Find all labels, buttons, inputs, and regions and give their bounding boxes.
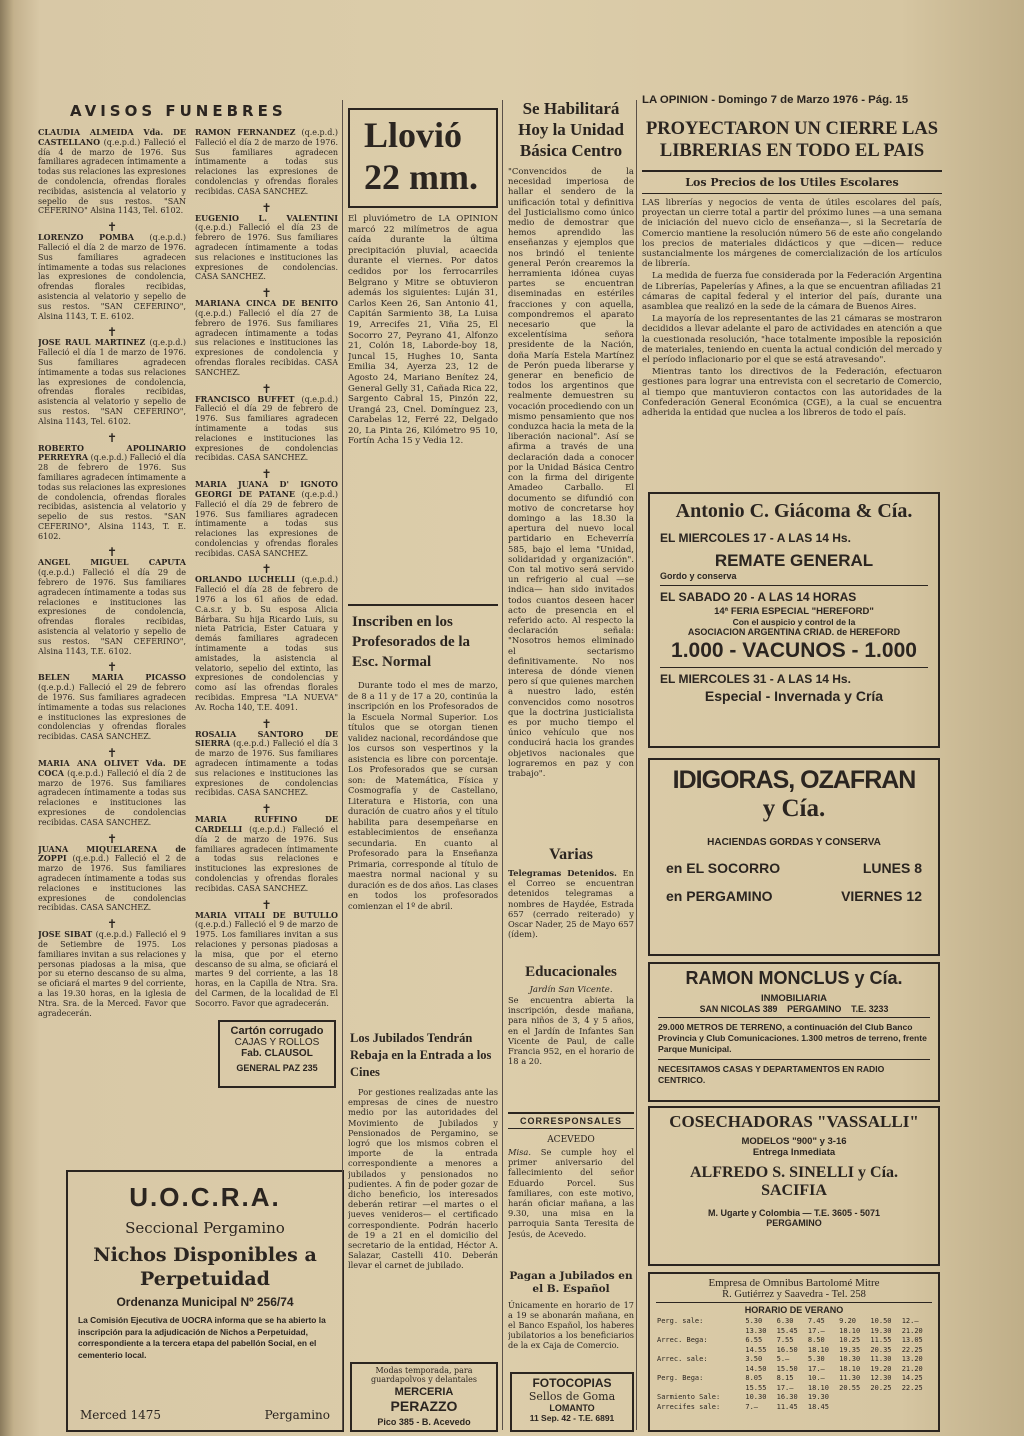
obituary-notice — [195, 287, 338, 377]
schedule-time: 11.55 — [870, 1336, 892, 1344]
schedule-route-label: Sarmiento Sale: — [657, 1393, 721, 1401]
unidad-headline: Se Habilitará Hoy la Unidad Básica Centro — [518, 99, 624, 160]
varias-headline: Varias — [549, 846, 593, 863]
varias-article — [508, 846, 634, 956]
schedule-route-label — [656, 1365, 744, 1375]
inscriben-body: Durante todo el mes de marzo, de 8 a 11 y de 17 a 20, continúa la inscripción en los Profesorados de la Escuela Normal Superior. Los títulos que se otorgan tienen validez nacional, recordándose que los cursos son vespertinos y la asistencia es libre con porcentaje. Los Profesorados que se cursan son: de Matemática, Física y Cosmografía y de Castellano, Literatura e Historia, con una duración de cuatro años y el título habilita para desempeñarse en establecimientos de enseñanza secundaria. En cuanto al Profesorado para la Enseñanza Primaria, corresponde al título de maestra normal nacional y su duración es de dos años. Las clases en todos los profesorados comienzan el 1º de abril. — [348, 680, 498, 911]
obituary-text: (q.e.p.d.) Falleció el día 3 de marzo de 1976. Sus familiares agradecen íntimamente a todas sus relaciones e instituciones las expresiones de condolencias recibidas. CASA SANCHEZ. — [195, 739, 338, 798]
obituary-notice — [38, 546, 186, 656]
obituary-notice — [38, 326, 186, 426]
obituary-text: (q.e.p.d.) Falleció el día 23 de febrero de 1976. Sus familiares agradecen íntimamente a todas sus relaciones e instituciones las expresiones de condolencias. CASA SANCHEZ. — [195, 223, 338, 282]
vassalli-dealer2: SACIFIA — [761, 1182, 827, 1199]
vassalli-models: MODELOS "900" y 3-16 — [741, 1136, 847, 1147]
banco-espanol-article — [508, 1270, 634, 1368]
cross-icon: ✝ — [106, 545, 118, 560]
schedule-row — [656, 1317, 932, 1327]
cross-icon: ✝ — [106, 917, 118, 932]
fotocopias-line3: LOMANTO — [549, 1403, 595, 1413]
cross-icon: ✝ — [106, 220, 118, 235]
banco-headline: Pagan a Jubilados en el B. Español — [509, 1270, 633, 1295]
column-divider — [502, 100, 503, 1430]
schedule-time: 15.55 — [745, 1383, 767, 1392]
obituary-notice — [38, 221, 186, 321]
vassalli-city: PERGAMINO — [766, 1218, 822, 1228]
schedule-route-label: Perg. sale: — [657, 1317, 704, 1325]
unidad-body: "Convencidos de la necesidad imperiosa de hallar el sendero de la unificación total y definitiva del Justicialismo como único medio de demostrar que hemos aprendido las enseñanzas y ejemplos que nos brindó el teniente general Perón crearemos la herramienta idónea cuyas partes se encuentran diseminadas en estériles fracciones y con aquella, compondremos el aparato necesario que la excelentísima señora presidente de la Nación, doña María Estela Martínez de Perón pueda liberarse y generar en beneficio de todos los argentinos que realmente demuestren su vocación procediendo con un mismo pensamiento que nos conduzca hacia la meta de la liberación nacional". Así se afirma a través de una declaración dada a conocer por la Unidad Básica Centro con la firma del dirigente Amadeo Carballo. El documento se difundió con motivo de concretarse hoy domingo a las 18.30 la apertura del nuevo local partidario en Echeverría 585, bajo el lema "Unidad, solidaridad y organización". Con tal motivo será servido un refrigerio al cual —se indica— han sido invitados todos cuantos deseen hacer acto de presencia en el referido acto. Al respecto la declaración señala: "Nosotros hemos eliminado el sectarismo definitivamente. No nos interesa de dónde vienen pero sí que quienes marchen a nuestro lado, estén convencidos como nosotros que la doctrina justicialista es por mucho tiempo el único vehículo que nos conducirá hacia los grandes objetivos nacionales que lograremos en paz y con trabajo". — [508, 167, 634, 779]
obituary-text: (q.e.p.d.) Falleció el día 28 de febrero de 1976 a los 61 años de edad. C.a.s.r. y b. Su esposa Alicia Bárbara. Su hija Ricardo Luis, su nieta Patricia, Ester Catuara y demás familiares agradecen íntimamente a todas sus amistades, la asistencia al velatorio, sepelio del extinto, las expresiones de condolencias y como así las ofrendas florales recibidas. Empresa "LA NUEVA" Av. Rocha 140, T.E. 4091. — [195, 575, 338, 712]
corresponsales-subtitle: Misa. — [508, 1147, 531, 1157]
monclus-title: RAMON MONCLUS y Cía. — [685, 968, 903, 988]
schedule-time: 17.— — [807, 1364, 825, 1373]
schedule-time: 13.20 — [901, 1355, 923, 1363]
merceria-line1: Modas temporada, para guardapolvos y delantales — [370, 1366, 478, 1384]
carton-line2: CAJAS Y ROLLOS — [234, 1037, 320, 1048]
obituary-name: JUANA MIQUELARENA de ZOPPI — [38, 843, 186, 864]
schedule-time: 8.15 — [776, 1374, 794, 1382]
cross-icon: ✝ — [106, 660, 118, 675]
schedule-time: 11.45 — [776, 1402, 798, 1411]
idigoras-title2: y Cía. — [762, 795, 826, 822]
schedule-time: 3.50 — [745, 1355, 763, 1363]
inscriben-article — [348, 604, 498, 1034]
schedule-time: 10.— — [807, 1374, 825, 1382]
schedule-time: 18.45 — [807, 1402, 829, 1411]
obituary-name: BELEN MARIA PICASSO — [38, 672, 186, 683]
merceria-line4: Pico 385 - B. Acevedo — [377, 1417, 471, 1427]
obituary-name: JOSE SIBAT — [38, 929, 93, 940]
obituary-notice — [195, 128, 338, 197]
schedule-time: 21.20 — [901, 1326, 923, 1335]
schedule-row — [656, 1374, 932, 1384]
schedule-time: 6.30 — [776, 1317, 794, 1325]
schedule-row — [656, 1346, 932, 1356]
obituary-text: (q.e.p.d.) Falleció el día 2 de marzo de 1976. Sus familiares agradecen íntimamente a todas sus relaciones e instituciones las expresiones de condolencias y ofrendas florales recibidas. CASA SANCHEZ. — [195, 825, 338, 893]
schedule-time: 20.55 — [839, 1383, 861, 1392]
page-fold-shadow — [0, 0, 14, 1436]
varias-body: En el Correo se encuentran detenidos telegramas a nombres de Haydée, Estrada 657 (cerrado reiterado) y Oscar Nader, 25 de Mayo 657 (ídem). — [508, 868, 634, 940]
schedule-time: 8.05 — [745, 1374, 763, 1382]
schedule-table — [656, 1317, 932, 1412]
vassalli-ad — [648, 1106, 940, 1266]
uocra-title: U.O.C.R.A. — [129, 1182, 281, 1212]
schedule-time: 10.50 — [870, 1317, 892, 1325]
obituary-name: MARIA JUANA D' IGNOTO GEORGI DE PATANE — [195, 479, 338, 499]
idigoras-day2: VIERNES 12 — [841, 888, 922, 904]
obituary-name: ROSALIA SANTORO DE SIERRA — [195, 728, 338, 749]
obituary-name: RAMON FERNANDEZ — [195, 128, 296, 137]
giacoma-line3: Gordo y conserva — [660, 571, 737, 581]
obituary-name: MARIA ANA OLIVET Vda. DE COCA — [38, 758, 186, 778]
schedule-time: 10.25 — [839, 1336, 861, 1344]
schedule-time — [901, 1403, 932, 1413]
schedule-time: 12.— — [901, 1317, 919, 1325]
obituary-text: (q.e.p.d.) Falleció el día 28 de febrero de 1976. Sus familiares agradecen íntimamente a todas sus relaciones las expresiones de condolencia, ofrendas florales recibidas, asistencia al velatorio y sepelio de sus restos. "SAN CEFERINO", Alsina 1143, T. E. 6102. — [38, 453, 186, 541]
librerias-headline: PROYECTARON UN CIERRE LAS LIBRERIAS EN TODO EL PAIS — [645, 119, 939, 161]
obituary-text: (q.e.p.d.) Falleció el día 2 de marzo de 1976. Sus familiares agradecen íntimamente a todas sus relaciones las expresiones de condolencias y ofrendas florales recibidas. CASA SANCHEZ. — [195, 128, 338, 196]
obituary-name: ROBERTO APOLINARIO PERREYRA — [38, 442, 186, 463]
carton-line4: GENERAL PAZ 235 — [236, 1063, 318, 1073]
corresponsales-body: Se cumple hoy el primer aniversario del fallecimiento del señor Eduardo Porcel. Sus familiares, con este motivo, harán oficiar mañana, a las 9.30, una misa en la parroquia Santa Teresita de Jesús, de Acevedo. — [508, 1147, 634, 1239]
obituary-name: LORENZO POMBA — [38, 232, 134, 243]
vassalli-title: COSECHADORAS "VASSALLI" — [669, 1112, 919, 1131]
obituary-text: (q.e.p.d.) Falleció el día 1 de marzo de 1976. Sus familiares agradecen íntimamente a todas sus relaciones las expresiones de condolencia, ofrendas florales recibidas, asistencia al velatorio y sepelio de sus restos. "SAN CEFERINO", Alsina 1143, Tel. 6102. — [38, 338, 186, 426]
obituary-name: MARIA RUFFINO DE CARDELLI — [195, 814, 338, 835]
obituary-name: EUGENIO L. VALENTINI — [195, 212, 338, 223]
schedule-time: 7.55 — [776, 1336, 794, 1344]
llovio-article — [348, 108, 498, 588]
educacionales-article — [508, 964, 634, 1104]
cross-icon: ✝ — [261, 200, 272, 215]
obituary-notice — [38, 747, 186, 828]
obituary-notice — [195, 899, 338, 1008]
schedule-time: 16.30 — [776, 1393, 798, 1401]
merceria-ad — [350, 1362, 498, 1432]
fotocopias-ad — [510, 1372, 634, 1432]
librerias-paragraph: Mientras tanto los directivos de la Federación, efectuaron gestiones para lograr una entrevista con el secretario de Comercio, al tiempo que mantuvieron contactos con las autoridades de la Confederación General Económica (CGE), a la cual se encuentra adherida la entidad que nuclea a los libreros de todo el país. — [642, 367, 942, 419]
corresponsales-place: ACEVEDO — [547, 1135, 595, 1145]
obituary-notice — [38, 833, 186, 914]
schedule-row — [656, 1403, 932, 1413]
schedule-time: 20.25 — [870, 1383, 892, 1392]
obituary-notice — [195, 202, 338, 283]
obituary-notice — [38, 661, 186, 742]
schedule-time: 6.55 — [745, 1336, 763, 1344]
uocra-body: La Comisión Ejecutiva de UOCRA informa que se ha abierto la inscripción para la adjudicación de Nichos a Perpetuidad, correspondiente a la tercera etapa del pabellón Social, en el cementerio local. — [78, 1315, 326, 1360]
corresponsales-article — [508, 1112, 634, 1264]
giacoma-line10: Especial - Invernada y Cría — [704, 688, 884, 704]
obituary-text: (q.e.p.d.) Falleció el día 2 de marzo de 1976. Sus familiares agradecen íntimamente a todas sus relaciones e instituciones las expresiones de condolencias recibidas. CASA SANCHEZ. — [38, 768, 186, 827]
giacoma-line4: EL SABADO 20 - A LAS 14 HORAS — [660, 590, 857, 604]
cross-icon: ✝ — [261, 381, 272, 396]
obituary-notice — [195, 718, 338, 799]
avisos-title: AVISOS FUNEBRES — [70, 102, 287, 120]
schedule-time: 22.25 — [901, 1383, 923, 1392]
jubilados-headline: Los Jubilados Tendrán Rebaja en la Entrada a los Cines — [350, 1031, 492, 1079]
giacoma-line2: REMATE GENERAL — [714, 551, 874, 570]
inscriben-headline: Inscriben en los Profesorados de la Esc. Normal — [352, 614, 471, 670]
giacoma-line1: EL MIERCOLES 17 - A LAS 14 Hs. — [660, 531, 851, 545]
schedule-time: 5.— — [776, 1355, 790, 1363]
schedule-time: 12.30 — [870, 1374, 892, 1382]
merceria-line2: MERCERIA — [394, 1386, 454, 1398]
schedule-time — [869, 1393, 900, 1403]
schedule-time: 8.50 — [807, 1336, 825, 1344]
obituary-name: ANGEL MIGUEL CAPUTA — [38, 557, 186, 568]
schedule-route-label — [656, 1384, 744, 1394]
uocra-headline: Nichos Disponibles a Perpetuidad — [93, 1244, 317, 1290]
obituary-name: ORLANDO LUCHELLI — [195, 574, 296, 585]
uocra-ordinance: Ordenanza Municipal Nº 256/74 — [116, 1295, 294, 1309]
schedule-time: 17.— — [776, 1383, 794, 1392]
schedule-time: 10.30 — [839, 1355, 861, 1363]
educacionales-headline: Educacionales — [525, 964, 617, 980]
obituary-text: (q.e.p.d.) Falleció el día 29 de febrero de 1976. Sus familiares agradecen íntimamente a todas sus relaciones e instituciones las expresiones de condolencia, ofrendas florales recibidas, asistencia al velatorio y sepelio de sus restos. "SAN CEFERINO", Alsina 1143, T.E. 6102. — [38, 568, 186, 656]
idigoras-location2: en PERGAMINO — [666, 888, 773, 904]
schedule-time: 11.30 — [870, 1355, 892, 1363]
vassalli-delivery: Entrega Inmediata — [752, 1147, 836, 1158]
schedule-row — [656, 1384, 932, 1394]
librerias-article — [642, 118, 942, 490]
cross-icon: ✝ — [106, 430, 118, 445]
obituary-text: (q.e.p.d.) Falleció el día 4 de marzo de 1976. Sus familiares agradecen íntimamente a todas sus relaciones las expresiones de condolencia, ofrendas florales recibidas, asistencia al velatorio y sepelio de sus restos. "SAN CEFERINO" Alsina 1143, Tel. 6102. — [38, 137, 186, 216]
schedule-row — [656, 1393, 932, 1403]
schedule-route-label — [656, 1327, 744, 1337]
giacoma-line8: 1.000 - VACUNOS - 1.000 — [671, 639, 917, 662]
schedule-time: 18.10 — [839, 1364, 861, 1373]
uocra-section: Seccional Pergamino — [125, 1219, 285, 1237]
obituaries-column-2 — [195, 128, 338, 1008]
obituary-text: (q.e.p.d.) Falleció el día 29 de febrero de 1976. Sus familiares agradecen íntimamente a todas sus relaciones las expresiones de condolencias y ofrendas florales recibidas. CASA SANCHEZ. — [195, 489, 338, 558]
giacoma-line5: 14ª FERIA ESPECIAL "HEREFORD" — [714, 606, 874, 617]
schedule-route-label: Arrecifes sale: — [657, 1402, 721, 1411]
obituary-notice — [38, 128, 186, 216]
obituary-name: FRANCISCO BUFFET — [195, 393, 295, 404]
schedule-time: 18.10 — [839, 1326, 861, 1335]
cross-icon: ✝ — [261, 716, 272, 731]
giacoma-line7: ASOCIACION ARGENTINA CRIAD. de HEREFORD — [687, 627, 901, 637]
omnibus-address: R. Gutiérrez y Saavedra - Tel. 258 — [656, 1289, 932, 1303]
schedule-time: 19.30 — [870, 1326, 892, 1335]
schedule-time: 11.30 — [839, 1374, 861, 1382]
librerias-subtitle: Los Precios de los Utiles Escolares — [685, 176, 899, 189]
cross-icon: ✝ — [106, 746, 118, 761]
obituary-text: (q.e.p.d.) Falleció el día 29 de febrero de 1976. Sus familiares agradecen íntimamente a todas sus relaciones e instituciones las expresiones de condolencias recibidas. CASA SANCHEZ. — [195, 394, 338, 463]
obituary-text: (q.e.p.d.) Falleció el día 27 de febrero de 1976. Sus familiares agradecen íntimamente a todas sus relaciones e instituciones las expresiones de condolencia y ofrendas florales recibidas. CASA SANCHEZ. — [195, 308, 338, 377]
carton-line1: Cartón corrugado — [230, 1025, 324, 1037]
obituary-name: MARIA VITALI DE BUTULLO — [195, 909, 338, 920]
jubilados-body: Por gestiones realizadas ante las empresas de cines de nuestro medio por las autoridades del Movimiento de Jubilados y Pensionados de Pergamino, se logró que los mismos cobren el importe de la entrada correspondiente a menores a jubilados y pensionados no pudientes. A fin de poder gozar de dicho beneficio, los interesados deberán retirar —el martes o el jueves venideros— el certificado correspondiente. Podrán hacerlo de 19 a 21 en el domicilio del secretario de la entidad, Héctor A. Salazar, Castelli 410. Deberán llevar el carnet de jubilado. — [348, 1087, 498, 1271]
column-divider — [636, 100, 637, 1430]
obituaries-column-1 — [38, 128, 186, 1048]
schedule-route-label: Arrec. Bega: — [657, 1336, 708, 1344]
schedule-route-label: Perg. Bega: — [657, 1374, 704, 1382]
librerias-paragraph: LAS librerías y negocios de venta de útiles escolares del país, proyectan un cierre total a partir del próximo lunes —a una semana de iniciación del nuevo ciclo de enseñanza—, si la Secretaría de Comercio mantiene la resolución número 56 de este año congelando los precios de materiales didácticos y que —dicen— reduce sustancialmente los márgenes de comercialización de los artículos de librería. — [642, 198, 942, 270]
obituary-name: CLAUDIA ALMEIDA Vda. DE CASTELLANO — [38, 128, 186, 147]
cross-icon: ✝ — [261, 897, 272, 912]
schedule-time — [838, 1403, 869, 1413]
omnibus-schedule-title: HORARIO DE VERANO — [744, 1305, 844, 1315]
obituary-notice — [195, 803, 338, 893]
idigoras-title1: IDIGORAS, OZAFRAN — [672, 766, 916, 794]
obituary-text: (q.e.p.d.) Falleció el 29 de febrero de 1976. Sus familiares agradecen íntimamente a todas sus relaciones e instituciones las expresiones de condolencias y ofrendas florales recibidas. CASA SANCHEZ. — [38, 683, 186, 742]
idigoras-ad — [648, 758, 940, 956]
schedule-time: 13.05 — [901, 1336, 923, 1344]
cross-icon: ✝ — [106, 831, 118, 846]
carton-corrugado-ad — [218, 1020, 336, 1088]
schedule-time: 13.30 — [745, 1326, 767, 1335]
obituary-notice — [38, 432, 186, 542]
unidad-basica-article — [508, 98, 634, 838]
librerias-paragraph: La mayoría de los representantes de las 21 cámaras se mostraron decididos a llevar adelante el paro de actividades en atención a que la cuestionada resolución, "hace totalmente imposible la reposición de materiales, teniendo en cuenta la actual condición del mercado y el período inflacionario por el que se está atravesando". — [642, 314, 942, 366]
obituary-notice — [38, 918, 186, 1018]
jubilados-article — [348, 1028, 498, 1358]
cross-icon: ✝ — [261, 467, 272, 482]
idigoras-line1: HACIENDAS GORDAS Y CONSERVA — [707, 837, 881, 848]
schedule-time: 19.30 — [807, 1393, 829, 1401]
obituary-name: JOSE RAUL MARTINEZ — [38, 337, 146, 348]
monclus-address: SAN NICOLAS 389 PERGAMINO T.E. 3233 — [658, 1004, 930, 1018]
schedule-row — [656, 1336, 932, 1346]
schedule-time: 5.30 — [807, 1355, 825, 1363]
schedule-time: 17.— — [807, 1326, 825, 1335]
vassalli-dealer: ALFREDO S. SINELLI y Cía. — [689, 1164, 899, 1181]
cross-icon: ✝ — [261, 286, 272, 301]
educacionales-subtitle: Jardín San Vicente. — [529, 985, 613, 995]
uocra-address: Merced 1475 — [80, 1408, 161, 1422]
schedule-time: 7.— — [745, 1402, 759, 1411]
banco-body: Únicamente en horario de 17 a 19 se abonarán mañana, en el Banco Español, los haberes jubilatorios a los beneficiarios de la ex Caja de Comercio. — [508, 1300, 634, 1350]
llovio-body: El pluviómetro de LA OPINION marcó 22 milímetros de agua caída durante la última precipitación pluvial, acaecida durante el viernes. Por datos cedidos por los ferrocarriles Belgrano y Mitre se obtuvieron además los siguientes: Luján 31, Carlos Keen 26, San Antonio 41, Capitán Sarmiento 38, La Luisa 19, Arrecifes 21, Viña 25, El Socorro 27, Peyrano 41, Alfonzo 21, Colón 18, Laborde-boy 18, Juncal 15, Hughes 10, Santa Emilia 34, Ayerza 23, 12 de Agosto 24, Mariano Benítez 24, General Gelly 31, Cañada Rica 22, Sargento Cabral 15, Pinzón 22, Urangá 23, Cnel. Domínguez 23, Carabelas 12, Ferré 22, Delgado 20, La Pinta 26, Kilómetro 95 10, Fortín Acha 15 y Vedia 12. — [348, 214, 498, 447]
schedule-time: 16.50 — [776, 1345, 798, 1354]
schedule-time: 7.45 — [807, 1317, 825, 1325]
corresponsales-headline: CORRESPONSALES — [508, 1112, 634, 1129]
idigoras-day1: LUNES 8 — [862, 860, 922, 876]
giacoma-ad — [648, 492, 940, 748]
obituary-text: (q.e.p.d.) Falleció el 9 de marzo de 1975. Los familiares invitan a sus relaciones y personas piadosas a la misa, que por el eterno descanso de su alma, se oficiará el martes 9 del corriente, a las 18 horas, en la Capilla de Ntra. Sra. del Carmen, de la localidad de El Socorro. Favor que agradecerán. — [195, 920, 338, 1008]
fotocopias-line2: Sellos de Goma — [528, 1390, 616, 1403]
obituary-name: MARIANA CINCA DE BENITO — [195, 298, 338, 309]
educacionales-body: Se encuentra abierta la inscripción, desde mañana, para niños de 3, 4 y 5 años, en el Jardín de Infantes San Vicente de Paul, de calle Francia 952, en el horario de 18 a 20. — [508, 995, 634, 1067]
carton-line3: Fab. CLAUSOL — [241, 1048, 313, 1059]
vassalli-address: M. Ugarte y Colombia — T.E. 3605 - 5071 — [707, 1208, 881, 1218]
monclus-body2: NECESITAMOS CASAS Y DEPARTAMENTOS EN RADIO CENTRICO. — [658, 1064, 885, 1085]
obituary-text: (q.e.p.d.) Falleció el día 2 de marzo de 1976. Sus familiares agradecen íntimamente a todas sus relaciones las expresiones de condolencia, ofrendas florales recibidas, asistencia al velatorio y sepelio de sus restos. "SAN CEFERINO", Alsina 1143, T. E. 6102. — [38, 233, 186, 321]
schedule-time: 20.35 — [870, 1345, 892, 1354]
obituary-text: (q.e.p.d.) Falleció el 9 de Setiembre de 1975. Los familiares invitan a sus relaciones y personas piadosas a la misa, que por su eterno descanso de su alma, se oficiará el martes 9 del corriente, a las 19.30 horas, en la iglesia de Ntra. Sra. de la Merced. Favor que agradecerán. — [38, 930, 186, 1018]
monclus-ad — [648, 962, 940, 1102]
cross-icon: ✝ — [261, 802, 272, 817]
schedule-row — [656, 1327, 932, 1337]
omnibus-ad — [648, 1272, 940, 1432]
idigoras-location1: en EL SOCORRO — [666, 860, 781, 876]
column-divider — [342, 100, 343, 1430]
cross-icon: ✝ — [106, 325, 118, 340]
fotocopias-line1: FOTOCOPIAS — [532, 1376, 612, 1390]
schedule-time: 18.10 — [807, 1383, 829, 1392]
schedule-time — [869, 1403, 900, 1413]
uocra-ad — [66, 1170, 344, 1432]
schedule-time: 21.20 — [901, 1364, 923, 1373]
obituary-text: (q.e.p.d.) Falleció el 2 de marzo de 1976. Sus familiares agradecen íntimamente a todas sus relaciones e instituciones las expresiones de condolencias recibidas. CASA SANCHEZ. — [38, 854, 186, 913]
masthead: LA OPINION - Domingo 7 de Marzo 1976 - Pág. 15 — [642, 94, 909, 106]
librerias-paragraph: La medida de fuerza fue considerada por la Federación Argentina de Librerías, Papelerías y Afines, a la que se encuentran afiliadas 21 cámaras de capital federal y el interior del país, durante una asamblea que realizó en la sede de la cámara de Buenos Aires. — [642, 271, 942, 313]
schedule-time: 9.20 — [839, 1317, 857, 1325]
schedule-route-label: Arrec. sale: — [657, 1355, 708, 1363]
obituary-notice — [195, 468, 338, 558]
omnibus-title: Empresa de Omnibus Bartolomé Mitre — [708, 1277, 880, 1289]
schedule-time: 18.10 — [807, 1345, 829, 1354]
schedule-row — [656, 1365, 932, 1375]
schedule-time: 10.30 — [745, 1393, 767, 1401]
schedule-time: 14.25 — [901, 1374, 923, 1382]
schedule-time: 14.55 — [745, 1345, 767, 1354]
schedule-route-label — [656, 1346, 744, 1356]
cross-icon: ✝ — [261, 562, 272, 577]
varias-subtitle: Telegramas Detenidos. — [508, 868, 617, 878]
obituary-notice — [195, 563, 338, 712]
schedule-time: 5.30 — [745, 1317, 763, 1325]
schedule-time — [901, 1393, 932, 1403]
schedule-time: 19.35 — [839, 1345, 861, 1354]
merceria-line3: PERAZZO — [390, 1398, 458, 1414]
giacoma-title: Antonio C. Giácoma & Cía. — [675, 500, 913, 522]
obituary-notice — [195, 383, 338, 464]
giacoma-line9: EL MIERCOLES 31 - A LAS 14 Hs. — [660, 672, 851, 686]
schedule-time: 15.50 — [776, 1364, 798, 1373]
schedule-time: 22.25 — [901, 1345, 923, 1354]
uocra-city: Pergamino — [264, 1408, 330, 1422]
schedule-time: 19.20 — [870, 1364, 892, 1373]
schedule-time: 14.50 — [745, 1364, 767, 1373]
schedule-row — [656, 1355, 932, 1365]
llovio-headline: Llovió 22 mm. — [364, 115, 478, 197]
monclus-sub: INMOBILIARIA — [761, 993, 827, 1004]
fotocopias-line4: 11 Sep. 42 - T.E. 6891 — [529, 1413, 615, 1423]
schedule-time: 15.45 — [776, 1326, 798, 1335]
monclus-body1: 29.000 METROS DE TERRENO, a continuación del Club Banco Provincia y Club Comunicaciones. 1.300 metros de terreno, frente Parque Municipal. — [658, 1022, 927, 1054]
giacoma-line6: Con el auspicio y control de la — [732, 617, 856, 627]
schedule-time — [838, 1393, 869, 1403]
